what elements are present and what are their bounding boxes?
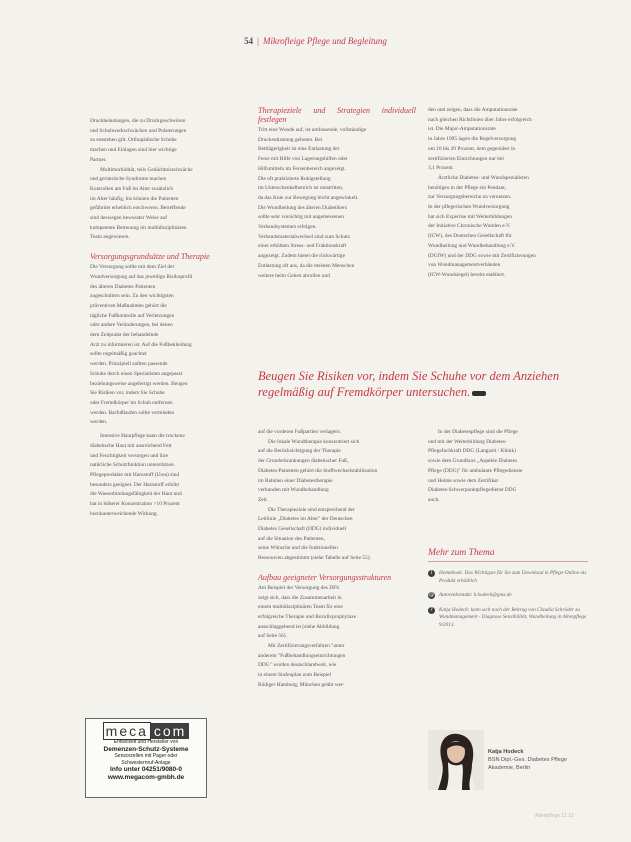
paragraph-structures: [428, 106, 584, 281]
text-line: werden.: [90, 419, 108, 426]
email-icon: @: [429, 592, 434, 598]
ad-line: Sensorzellen mit Pager oder: [114, 753, 178, 759]
page-number: 54: [244, 36, 254, 46]
more-on-topic-box: [428, 548, 588, 636]
ad-phone: Info unter 04251/9080-0: [110, 766, 182, 773]
text-line: zu entstehen gilt. Orthopädische Schuhe: [90, 137, 177, 144]
subheading: Versorgungsgrundsätze und Therapie: [90, 252, 210, 262]
text-line: verbunden mit Wundbehandlung: [258, 487, 329, 494]
more-item[interactable]: [428, 592, 588, 600]
text-line: Entlastung oft aus, da die meisten Menschen: [258, 262, 355, 269]
page-header: [0, 36, 631, 46]
text-line: 3,1 Prozent.: [428, 165, 454, 172]
paragraph-local-therapy: [258, 428, 416, 564]
text-line: Intensive Hautpflege kann die trockene: [100, 433, 185, 440]
text-line: In der Diabetespflege sind die Pflege: [438, 429, 518, 435]
text-line: diabetische Haut mit ausreichend Fett: [90, 442, 172, 449]
text-line: beziehungsweise angefertigt werden. Beugen: [90, 380, 188, 387]
text-line: zugeschnitten sein. Zu den wichtigsten: [90, 293, 174, 300]
text-line: Arzt zu informieren ist. Auf die Fußbekleidung: [90, 341, 192, 348]
text-line: Diabetes-Patienten gehört die Stoffwechselstabilisation: [258, 467, 378, 474]
section-title: Mikrofleige Pflege und Begleitung: [262, 36, 387, 46]
column-2-bottom: [258, 428, 416, 691]
text-line: oder Fremdkörper im Schuh entfernen: [90, 399, 173, 406]
text-line: Verbandsmaterialwechsel sind zum Schutz: [258, 233, 351, 240]
text-line: Bettlägerigkeit ist eine Entlastung der: [258, 146, 340, 153]
paragraph-skincare: [90, 432, 244, 519]
author-info: [488, 748, 567, 772]
text-line: benötigen in der Pflege ein Pendant,: [428, 184, 507, 191]
text-line: dem Zeitpunkt der behandelnde: [90, 332, 159, 339]
text-line: Sie Risiken vor, indem Sie Schuhe: [90, 390, 165, 397]
column-1-top: [90, 117, 244, 519]
text-line: die Wasserbindungsfähigkeit der Haut und: [90, 491, 182, 498]
paragraph-therapy: [90, 263, 244, 428]
text-line: besonders geeignet. Der Harnstoff erhöht: [90, 481, 179, 488]
author-title: BSN Dipl.-Ges. Diabetes Pflege: [488, 757, 567, 763]
text-line: und Schuhwerkschwächen und Polsterungen: [90, 127, 187, 134]
text-line: auf die Situation des Patienten,: [258, 535, 325, 542]
quote-end-icon: [472, 391, 486, 396]
text-line: zeigt sich, dass die Zusammenarbeit in: [258, 594, 342, 601]
paragraph-goals: [258, 126, 416, 281]
text-line: Ressourcen abgestimmt (siehe Tabelle auf Seite 55).: [258, 555, 371, 562]
text-line: Multimorbidität, teils Gedächtnisschwäche: [100, 166, 193, 173]
text-line: auf die Berücksichtigung der Therapie: [258, 448, 341, 455]
text-line: Verbandsystemen erfolgen.: [258, 224, 317, 231]
text-line: zertifizierten Einrichtungen nur bei: [428, 155, 504, 162]
more-item[interactable]: [428, 570, 588, 585]
text-line: machen und Einlagen sind hier wichtige: [90, 147, 177, 154]
subheading: Aufbau geeigneter Versorgungsstrukturen: [258, 572, 392, 582]
text-line: Die Wundheilung des älteren Diabetikers: [258, 204, 347, 211]
more-on-topic-title: Mehr zum Thema: [428, 548, 588, 562]
text-line: (ICW-Wundsiegel) bereits etabliert.: [428, 271, 506, 278]
more-item[interactable]: [428, 607, 588, 630]
more-item-text: Autorenkontakt: k.hodeck@gmx.de: [439, 592, 512, 598]
text-line: nach gleichen Richtlinien über Jahre erfolgreich: [428, 116, 532, 123]
text-line: Ferse mit Hilfe von Lagerungshilfen oder: [258, 156, 348, 163]
text-line: hat sich Expertise mit Weiterbildungen: [428, 213, 512, 220]
text-line: Kontrollen am Fuß im Alter zusätzlich: [90, 185, 174, 192]
text-line: Tritt eine Wunde auf, ist umfassende, vollständige: [258, 127, 367, 133]
text-line: den und zeigen, dass die Amputationsrate: [428, 107, 518, 113]
paragraph-diabetes-care: [428, 428, 584, 506]
page-footer: Altenpflege 11.13: [535, 813, 574, 819]
text-line: sind deswegen bewusster Weise auf: [90, 215, 168, 222]
text-line: weitere beim Gehen abrollen und: [258, 272, 330, 279]
more-item-text: Katja Hodeck: kann sich nach der Beitrag von Claudia Schröder zu Wundmanagement - Diagnose Sensibilität, Wundheilung in Altenpflege 9/2013.: [439, 606, 587, 628]
text-line: erfolgreiche Therapie und Rezidivprophylaxe: [258, 613, 357, 620]
text-line: In der pflegerischen Wundversorgung: [428, 204, 510, 211]
text-line: Die oft praktizierte Ruhigstellung: [258, 175, 331, 182]
text-line: ist. Die Major-Amputationsrate: [428, 126, 496, 133]
text-line: präventiven Maßnahmen gehört die: [90, 302, 167, 309]
text-line: im Alter häufig, bis können die Patienten: [90, 195, 179, 202]
text-line: Die lokale Wundtherapie konzentriert sich: [268, 438, 360, 445]
advertisement[interactable]: [85, 718, 207, 798]
text-line: werden. Barfußlaufen sollte vermieden: [90, 409, 175, 416]
text-line: und geriatrische Syndrome machen: [90, 176, 167, 183]
text-line: Die Versorgung sollte mit dem Ziel der: [90, 264, 175, 271]
text-line: Pflegeprodukte mit Harnstoff (Urea) sind: [90, 471, 180, 478]
ad-line: Entwickelt und Hersteller von: [113, 739, 179, 745]
column-2-top: [258, 106, 416, 281]
text-line: Wundversorgung auf das jeweilige Risikoprofil: [90, 273, 193, 280]
text-line: einem multidisziplinären Team für eine: [258, 604, 343, 611]
text-line: gefährdet erheblich erschweren. Betreffende: [90, 205, 186, 212]
text-line: im Unterschenkelbereich ist umstritten,: [258, 185, 344, 192]
text-line: Druckbelastungen, die zu Druckgeschwüren: [90, 118, 186, 124]
text-line: natürliche Schutzfunktion unterstützen.: [90, 462, 175, 469]
paragraph-care-structures: [258, 584, 416, 691]
info-icon: i: [428, 570, 435, 577]
text-line: da das Knie zur Bewegung leicht angewinkelt.: [258, 194, 359, 201]
text-line: zur Versorgungsbereiche zu vernetzen.: [428, 194, 512, 201]
text-line: hornhauterweichende Wirkung.: [90, 510, 158, 517]
text-line: (ICW), des Deutschen Gesellschaft für: [428, 233, 512, 240]
ad-website[interactable]: www.megacom-gmbh.de: [107, 773, 185, 781]
text-line: Die Therapieziele sind entsprechend der: [268, 506, 355, 513]
text-line: Ärztliche Diabetes- und Wundspezialisten: [438, 174, 529, 181]
text-line: Wundheilung und Wundbehandlung e.V.: [428, 242, 516, 249]
text-line: einer erhöhten Stress- und Fraktionskraft: [258, 243, 347, 250]
text-line: DDG" wurden deutschlandweit, wie: [258, 662, 337, 669]
text-line: werden. Prinzipiell sollten passende: [90, 361, 168, 368]
text-line: tägliche Fußkontrolle auf Verletzungen: [90, 312, 175, 319]
text-line: Mit Zertifizierungsverfahren "unter: [268, 643, 345, 650]
subheading: Therapieziele und Strategien individuell festlegen: [258, 106, 416, 124]
pull-quote: [258, 368, 603, 400]
text-line: Leitlinie „Diabetes im Alter" der Deutschen: [258, 516, 353, 523]
pull-quote-text: Beugen Sie Risiken vor, indem Sie Schuhe vor dem Anziehen regelmäßig auf Fremdkörper untersuchen.: [258, 369, 560, 399]
text-line: angezeigt. Zudem bietet die rückwärtige: [258, 253, 345, 260]
text-line: Schuhe durch einen Spezialisten angepasst: [90, 370, 183, 377]
text-line: Diabetes Gesellschaft (DDG) individuell: [258, 526, 347, 533]
author-box: [428, 730, 596, 790]
text-line: der Grunderkrankungen diabetischer Fuß,: [258, 458, 349, 465]
column-3-bottom: [428, 428, 584, 506]
text-line: kompetente Betreuung im multidisziplinären: [90, 224, 187, 231]
text-line: Rüdiger Hamburg, München geübt wer-: [258, 681, 345, 688]
text-line: seine Wünsche und die funktionellen: [258, 545, 338, 552]
text-line: sollte regelmäßig geachtet: [90, 351, 147, 358]
text-line: Hilfsmitteln im Fersenbereich angezeigt.: [258, 165, 347, 172]
more-item-text: Homebook: Das Wichtigste für Sie zum Download in Pflege-Online als Produkt erhältlich: [439, 570, 587, 584]
header-separator: |: [257, 36, 259, 46]
text-line: in einem Stufenplan zum Beispiel: [258, 672, 332, 679]
text-line: auf die vorderen Fußpartien verlagern.: [258, 429, 342, 435]
text-line: Pflegefachkraft DDG (Langzeit / Klinik): [428, 448, 517, 455]
text-line: des älteren Diabetes-Patienten: [90, 283, 156, 290]
text-line: hat in höherer Konzentration >10 Prozent: [90, 501, 180, 508]
paragraph-intro: [90, 117, 244, 243]
text-line: auch.: [428, 496, 440, 503]
text-line: im Rahmen einer Diabetestherapie: [258, 477, 333, 484]
text-line: der Initiative Chronische Wunden e.V.: [428, 223, 511, 230]
text-line: in Jahre 1995 lagen die Regelversorgung: [428, 136, 517, 143]
author-photo: [428, 730, 484, 790]
text-line: ausschlaggebend ist (siehe Abbildung: [258, 623, 340, 630]
question-icon: ?: [428, 607, 435, 614]
ad-line: Schwesternruf-Anlage: [121, 759, 171, 766]
text-line: um 10 bis 20 Prozent, dem gegenüber in: [428, 145, 516, 152]
text-line: Am Beispiel der Versorgung des DFS: [258, 584, 340, 591]
text-line: Pflege (DDG)" für ambulante Pflegedienste: [428, 467, 523, 474]
text-line: Diabetes-Schwerpunktpflegedienst DDG: [428, 487, 517, 494]
text-line: und Heime sowie dem Zertifikat: [428, 477, 499, 484]
megacom-logo: [86, 723, 206, 739]
text-line: von Wundmanagementverbänden: [428, 262, 501, 269]
text-line: Druckentlastung geboten. Bei: [258, 136, 323, 143]
logo-right: com: [151, 723, 189, 739]
text-line: und mit der Weiterbildung Diabetes-: [428, 438, 507, 445]
ad-headline: Demenzen-Schutz-Systeme: [103, 745, 189, 753]
text-line: oder andere Veränderungen, bei denen: [90, 322, 173, 329]
column-3-top: [428, 106, 584, 281]
text-line: Partner.: [90, 156, 107, 163]
text-line: sowie dem Grundkurs „Aspekte Diabetes: [428, 458, 518, 465]
logo-left: meca: [103, 722, 151, 740]
text-line: und Feuchtigkeit versorgen und ihre: [90, 452, 169, 459]
text-line: Team angewiesen.: [90, 234, 130, 241]
text-line: auf Seite 56).: [258, 633, 287, 640]
text-line: sollte sehr vorsichtig mit angemessenen: [258, 214, 344, 221]
text-line: (DGfW) und der DDG sowie mit Zertifizierungen: [428, 252, 536, 259]
author-affiliation: Akademie, Berlin: [488, 765, 531, 771]
author-name: Katja Hodeck: [488, 749, 524, 755]
text-line: anderem "Fußbehandlungseinrichtungen: [258, 652, 346, 659]
text-line: Zeit.: [258, 496, 269, 503]
